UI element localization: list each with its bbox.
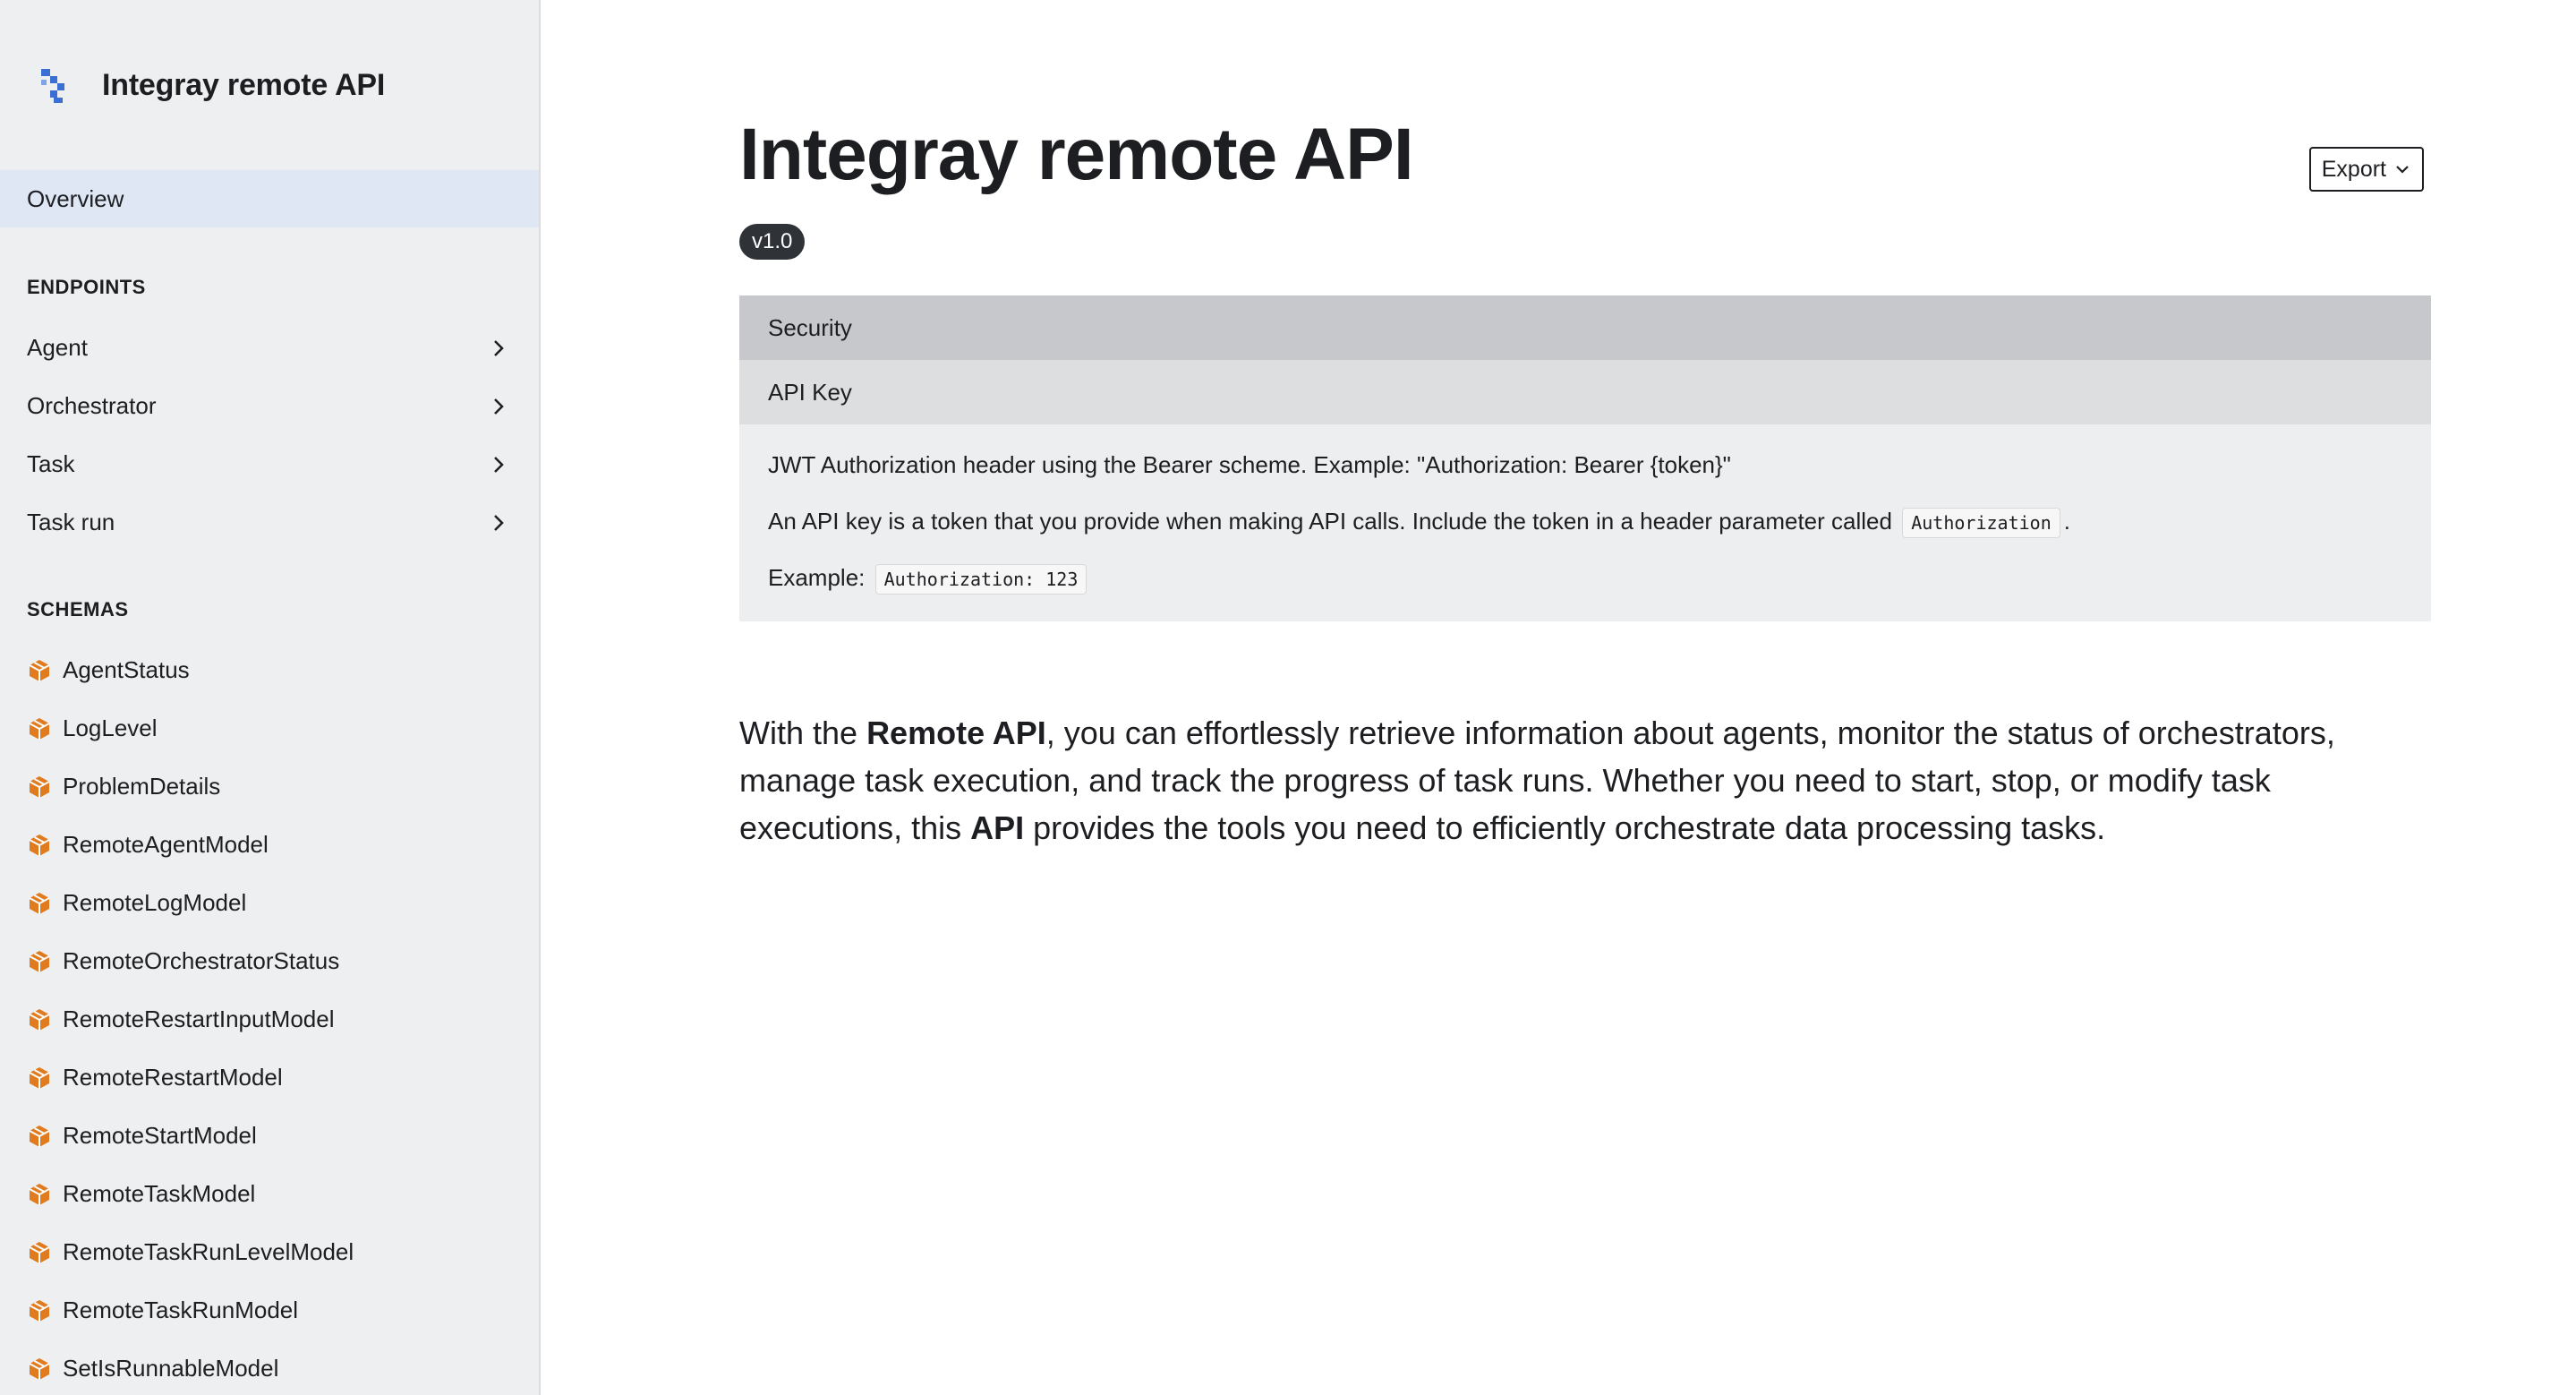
cube-icon — [27, 1298, 52, 1323]
sidebar-schema-label: RemoteTaskRunModel — [63, 1297, 299, 1323]
app-title: Integray remote API — [102, 67, 386, 102]
security-header: Security — [739, 295, 2431, 360]
sidebar-item-label: Agent — [27, 334, 88, 361]
sidebar-schema-label: RemoteLogModel — [63, 889, 247, 916]
sidebar-schema-item[interactable] — [0, 932, 539, 990]
sidebar-item-overview[interactable]: Overview — [0, 170, 539, 227]
endpoints-section-title: ENDPOINTS — [27, 276, 146, 298]
cube-icon — [27, 1066, 52, 1091]
main-content — [541, 0, 2576, 1395]
sidebar-item-label: Orchestrator — [27, 392, 157, 419]
security-panel — [739, 295, 2431, 621]
sidebar-schema-label: RemoteAgentModel — [63, 831, 269, 858]
chevron-right-icon — [489, 338, 508, 358]
api-key-note-suffix: . — [2063, 508, 2070, 535]
export-label: Export — [2321, 156, 2386, 182]
cube-icon — [27, 1007, 52, 1032]
description-bold: API — [970, 809, 1025, 846]
security-api-key-note — [768, 508, 2402, 535]
sidebar-schema-item[interactable] — [0, 1048, 539, 1107]
sidebar-schema-label: RemoteRestartInputModel — [63, 1006, 335, 1032]
sidebar-schema-label: AgentStatus — [63, 656, 190, 683]
sidebar-schema-item[interactable] — [0, 990, 539, 1048]
header-param-code: Authorization — [1902, 508, 2060, 538]
description-text: , you can effortlessly retrieve information about agents, monitor the status of orchestrators, manage task execution, and track the progress of task runs. Whether you need to start, stop, or modify task executions, this — [739, 715, 2335, 846]
sidebar-schema-item[interactable] — [0, 641, 539, 699]
chevron-right-icon — [489, 397, 508, 416]
security-scheme-title: API Key — [739, 360, 2431, 424]
cube-icon — [27, 716, 52, 741]
page-title: Integray remote API — [739, 114, 1413, 195]
sidebar-item-orchestrator[interactable] — [0, 377, 539, 435]
version-badge: v1.0 — [739, 224, 805, 260]
sidebar-schema-label: LogLevel — [63, 715, 158, 741]
description-text: With the — [739, 715, 867, 751]
description-text: provides the tools you need to efficiently orchestrate data processing tasks. — [1024, 809, 2106, 846]
schemas-section-title: SCHEMAS — [27, 598, 129, 620]
cube-icon — [27, 1356, 52, 1382]
sidebar-schema-label: SetIsRunnableModel — [63, 1355, 279, 1382]
chevron-right-icon — [489, 513, 508, 533]
sidebar-schema-item[interactable] — [0, 757, 539, 816]
sidebar-schema-item[interactable] — [0, 874, 539, 932]
example-label: Example: — [768, 564, 866, 592]
sidebar-item-task-run[interactable] — [0, 493, 539, 552]
sidebar-schema-label: RemoteTaskModel — [63, 1180, 256, 1207]
cube-icon — [27, 833, 52, 858]
sidebar-schema-item[interactable] — [0, 816, 539, 874]
cube-icon — [27, 1124, 52, 1149]
sidebar-schema-label: RemoteTaskRunLevelModel — [63, 1238, 354, 1265]
sidebar-schema-item[interactable] — [0, 699, 539, 757]
cube-icon — [27, 949, 52, 974]
chevron-right-icon — [489, 455, 508, 475]
example-code: Authorization: 123 — [875, 564, 1088, 595]
security-description: JWT Authorization header using the Bearer scheme. Example: "Authorization: Bearer {token}" — [768, 451, 1731, 478]
description-bold: Remote API — [866, 715, 1046, 751]
sidebar-schema-label: RemoteOrchestratorStatus — [63, 947, 340, 974]
integray-logo-icon — [36, 64, 75, 107]
sidebar-schema-item[interactable] — [0, 1223, 539, 1281]
cube-icon — [27, 775, 52, 800]
sidebar-brand[interactable] — [0, 0, 539, 170]
sidebar — [0, 0, 541, 1395]
export-button[interactable] — [2309, 147, 2424, 192]
sidebar-item-task[interactable] — [0, 435, 539, 493]
sidebar-schema-item[interactable] — [0, 1339, 539, 1395]
api-key-note-text: An API key is a token that you provide when making API calls. Include the token in a header parameter called — [768, 508, 1892, 535]
sidebar-schema-label: RemoteStartModel — [63, 1122, 257, 1149]
sidebar-schema-item[interactable] — [0, 1281, 539, 1339]
sidebar-schema-item[interactable] — [0, 1107, 539, 1165]
schema-list — [0, 641, 539, 1395]
sidebar-schema-item[interactable] — [0, 1165, 539, 1223]
sidebar-item-label: Task — [27, 450, 75, 477]
cube-icon — [27, 1182, 52, 1207]
security-body — [739, 424, 2431, 621]
sidebar-schema-label: RemoteRestartModel — [63, 1064, 283, 1091]
api-description — [739, 709, 2431, 852]
cube-icon — [27, 891, 52, 916]
cube-icon — [27, 658, 52, 683]
chevron-down-icon — [2393, 160, 2411, 178]
cube-icon — [27, 1240, 52, 1265]
sidebar-item-agent[interactable] — [0, 319, 539, 377]
security-example — [768, 564, 2402, 592]
sidebar-item-label: Task run — [27, 509, 115, 535]
sidebar-schema-label: ProblemDetails — [63, 773, 221, 800]
